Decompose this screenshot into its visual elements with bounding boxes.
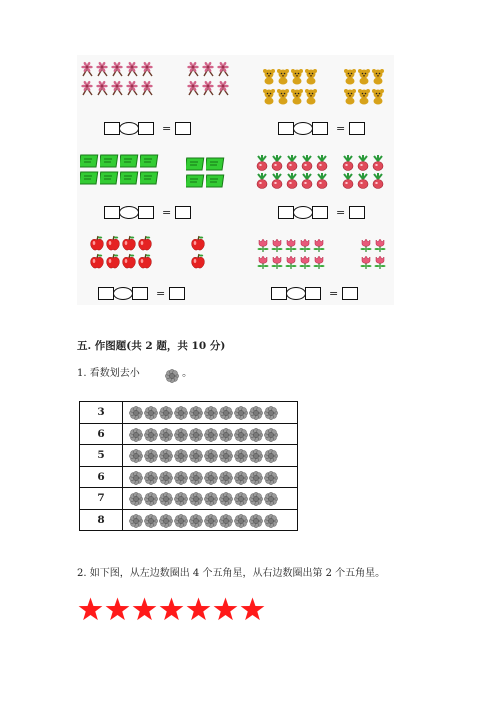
flower-icon[interactable]: [234, 449, 248, 463]
answer-box[interactable]: [312, 122, 328, 135]
bear-icon: [343, 68, 357, 85]
star-icon[interactable]: [105, 597, 130, 621]
table-row: [80, 402, 298, 424]
flower-icon[interactable]: [159, 406, 173, 420]
radish-icon: [285, 173, 300, 189]
pink-flower-icon: [186, 80, 201, 96]
green-book-icon: [100, 170, 120, 185]
pink-flower-icon: [140, 80, 155, 96]
equals-sign: =: [162, 206, 172, 219]
equals-sign: =: [336, 206, 346, 219]
answer-box[interactable]: [278, 122, 294, 135]
pink-flower-icon: [140, 61, 155, 77]
green-book-icon: [80, 153, 100, 168]
bear-icon: [262, 68, 276, 85]
operator-circle[interactable]: [293, 206, 313, 219]
flower-icon[interactable]: [174, 514, 188, 528]
star-icon[interactable]: [78, 597, 103, 621]
table-row: [80, 466, 298, 488]
table-row: [80, 445, 298, 467]
equals-sign: =: [329, 287, 339, 300]
result-box[interactable]: [169, 287, 185, 300]
result-box[interactable]: [349, 206, 365, 219]
flower-icon[interactable]: [144, 492, 158, 506]
flower-icon[interactable]: [204, 449, 218, 463]
equals-sign: =: [162, 122, 172, 135]
flower-icon[interactable]: [234, 514, 248, 528]
green-book-icon: [120, 170, 140, 185]
radishes-right: [341, 155, 386, 189]
row-number: 6: [80, 466, 123, 488]
flower-icon[interactable]: [204, 428, 218, 442]
pink-flower-icon: [110, 80, 125, 96]
bears-left: [262, 68, 318, 105]
flower-icon[interactable]: [264, 406, 278, 420]
apples-right: [190, 235, 206, 269]
pink-flower-icon: [201, 80, 216, 96]
flower-icon[interactable]: [264, 492, 278, 506]
tulips-left: [256, 237, 326, 269]
green-book-icon: [80, 170, 100, 185]
equals-sign: =: [156, 287, 166, 300]
operator-circle[interactable]: [119, 206, 139, 219]
row-number: 7: [80, 488, 123, 510]
question-2-text: 2. 如下图，从左边数圈出 4 个五角星，从右边数圈出第 2 个五角星。: [77, 568, 386, 579]
pink-flowers-left: [80, 61, 155, 96]
star-icon[interactable]: [186, 597, 211, 621]
bear-icon: [276, 88, 290, 105]
bear-icon: [290, 68, 304, 85]
flower-icon[interactable]: [264, 471, 278, 485]
flower-icon[interactable]: [249, 406, 263, 420]
bear-icon: [262, 88, 276, 105]
flower-icon[interactable]: [144, 406, 158, 420]
result-box[interactable]: [175, 206, 191, 219]
answer-box[interactable]: [104, 206, 120, 219]
flower-icon[interactable]: [189, 492, 203, 506]
flower-icon[interactable]: [189, 428, 203, 442]
result-box[interactable]: [349, 122, 365, 135]
tulip-icon: [298, 237, 312, 252]
tulip-icon: [256, 254, 270, 269]
question-1-end: 。: [182, 368, 193, 379]
question-1-text: 1. 看数划去小: [77, 368, 140, 379]
apple-icon: [137, 235, 153, 251]
pink-flower-icon: [80, 80, 95, 96]
radishes-left: [255, 155, 330, 189]
operator-circle[interactable]: [286, 287, 306, 300]
flower-icon[interactable]: [129, 428, 143, 442]
flower-icon[interactable]: [159, 449, 173, 463]
tulip-icon: [359, 237, 373, 252]
apple-icon: [190, 253, 206, 269]
tulip-icon: [312, 237, 326, 252]
answer-box[interactable]: [312, 206, 328, 219]
equals-sign: =: [336, 122, 346, 135]
green-book-icon: [120, 153, 140, 168]
star-icon[interactable]: [159, 597, 184, 621]
bear-icon: [357, 68, 371, 85]
flower-icon[interactable]: [234, 406, 248, 420]
flower-icon[interactable]: [174, 471, 188, 485]
flower-icon[interactable]: [174, 492, 188, 506]
flower-icon[interactable]: [204, 514, 218, 528]
tulip-icon: [284, 237, 298, 252]
equation-5: [98, 287, 185, 300]
pink-flower-icon: [110, 61, 125, 77]
table-row: [80, 509, 298, 531]
flower-icon[interactable]: [204, 406, 218, 420]
flower-icon[interactable]: [189, 406, 203, 420]
bear-icon: [304, 88, 318, 105]
flower-icon[interactable]: [174, 406, 188, 420]
green-book-icon: [140, 153, 160, 168]
bears-right: [343, 68, 385, 105]
radish-icon: [371, 173, 386, 189]
flower-icon[interactable]: [189, 471, 203, 485]
flower-icon[interactable]: [189, 449, 203, 463]
radish-icon: [300, 155, 315, 171]
radish-icon: [356, 155, 371, 171]
tulip-icon: [284, 254, 298, 269]
flower-icon[interactable]: [174, 428, 188, 442]
flower-icon[interactable]: [219, 428, 233, 442]
answer-box[interactable]: [138, 206, 154, 219]
flower-icon[interactable]: [144, 471, 158, 485]
radish-icon: [285, 155, 300, 171]
flower-row[interactable]: [123, 488, 298, 510]
flower-icon[interactable]: [249, 514, 263, 528]
apple-icon: [105, 235, 121, 251]
tulip-icon: [298, 254, 312, 269]
apple-icon: [89, 253, 105, 269]
flower-icon: [165, 369, 179, 383]
flower-table: [79, 401, 298, 531]
answer-box[interactable]: [138, 122, 154, 135]
flower-icon[interactable]: [264, 449, 278, 463]
radish-icon: [270, 155, 285, 171]
flower-row[interactable]: [123, 445, 298, 467]
green-book-icon: [186, 173, 206, 188]
flower-icon[interactable]: [264, 428, 278, 442]
answer-box[interactable]: [104, 122, 120, 135]
flower-icon[interactable]: [204, 471, 218, 485]
operator-circle[interactable]: [293, 122, 313, 135]
bear-icon: [276, 68, 290, 85]
green-book-icon: [140, 170, 160, 185]
bear-icon: [371, 88, 385, 105]
apple-icon: [89, 235, 105, 251]
result-box[interactable]: [342, 287, 358, 300]
flower-icon[interactable]: [129, 449, 143, 463]
answer-box[interactable]: [278, 206, 294, 219]
operator-circle[interactable]: [119, 122, 139, 135]
apple-icon: [105, 253, 121, 269]
pink-flower-icon: [186, 61, 201, 77]
green-book-icon: [206, 156, 226, 171]
pink-flower-icon: [125, 61, 140, 77]
flower-icon[interactable]: [189, 514, 203, 528]
pink-flower-icon: [216, 80, 231, 96]
bear-icon: [290, 88, 304, 105]
tulip-icon: [256, 237, 270, 252]
equation-4: [278, 206, 365, 219]
pink-flower-icon: [95, 61, 110, 77]
answer-box[interactable]: [98, 287, 114, 300]
row-number: 3: [80, 402, 123, 424]
answer-box[interactable]: [132, 287, 148, 300]
flower-icon[interactable]: [144, 428, 158, 442]
question-1: [77, 364, 192, 381]
tulip-icon: [270, 254, 284, 269]
equation-1: [104, 122, 191, 135]
flower-icon[interactable]: [219, 514, 233, 528]
section-title: 五. 作图题(共 2 题，共 10 分): [77, 340, 226, 352]
flower-icon[interactable]: [219, 492, 233, 506]
flower-row[interactable]: [123, 423, 298, 445]
star-row: [78, 597, 267, 621]
bear-icon: [304, 68, 318, 85]
flower-icon[interactable]: [204, 492, 218, 506]
flower-icon[interactable]: [144, 449, 158, 463]
tulip-icon: [312, 254, 326, 269]
star-icon[interactable]: [240, 597, 265, 621]
apple-icon: [137, 253, 153, 269]
radish-icon: [371, 155, 386, 171]
flower-icon[interactable]: [219, 449, 233, 463]
equation-3: [104, 206, 191, 219]
flower-icon[interactable]: [249, 471, 263, 485]
flower-icon[interactable]: [219, 471, 233, 485]
flower-icon[interactable]: [234, 428, 248, 442]
green-book-icon: [186, 156, 206, 171]
radish-icon: [300, 173, 315, 189]
row-number: 5: [80, 445, 123, 467]
flower-icon[interactable]: [129, 492, 143, 506]
flower-icon: [143, 369, 179, 383]
radish-icon: [356, 173, 371, 189]
apples-left: [89, 235, 153, 269]
green-book-icon: [100, 153, 120, 168]
pink-flower-icon: [125, 80, 140, 96]
apple-icon: [190, 235, 206, 251]
bear-icon: [371, 68, 385, 85]
flower-row[interactable]: [123, 402, 298, 424]
equation-2: [278, 122, 365, 135]
pink-flower-icon: [95, 80, 110, 96]
star-icon[interactable]: [132, 597, 157, 621]
radish-icon: [315, 173, 330, 189]
answer-box[interactable]: [271, 287, 287, 300]
star-icon[interactable]: [213, 597, 238, 621]
green-books-left: [80, 153, 160, 185]
flower-icon[interactable]: [129, 406, 143, 420]
tulip-icon: [359, 254, 373, 269]
apple-icon: [121, 235, 137, 251]
radish-icon: [341, 173, 356, 189]
bear-icon: [343, 88, 357, 105]
radish-icon: [341, 155, 356, 171]
flower-icon[interactable]: [249, 449, 263, 463]
answer-box[interactable]: [305, 287, 321, 300]
tulips-right: [359, 237, 387, 269]
radish-icon: [270, 173, 285, 189]
flower-icon[interactable]: [144, 514, 158, 528]
flower-icon[interactable]: [249, 428, 263, 442]
pink-flower-icon: [80, 61, 95, 77]
flower-icon[interactable]: [129, 514, 143, 528]
flower-icon[interactable]: [159, 492, 173, 506]
tulip-icon: [373, 237, 387, 252]
tulip-icon: [270, 237, 284, 252]
flower-icon[interactable]: [219, 406, 233, 420]
flower-icon[interactable]: [159, 428, 173, 442]
radish-icon: [255, 173, 270, 189]
flower-icon[interactable]: [234, 471, 248, 485]
flower-icon[interactable]: [249, 492, 263, 506]
row-number: 6: [80, 423, 123, 445]
flower-icon[interactable]: [174, 449, 188, 463]
apple-icon: [121, 253, 137, 269]
flower-row[interactable]: [123, 466, 298, 488]
pink-flower-icon: [201, 61, 216, 77]
flower-row[interactable]: [123, 509, 298, 531]
flower-icon[interactable]: [159, 471, 173, 485]
bear-icon: [357, 88, 371, 105]
operator-circle[interactable]: [113, 287, 133, 300]
tulip-icon: [373, 254, 387, 269]
flower-icon[interactable]: [159, 514, 173, 528]
flower-icon[interactable]: [129, 471, 143, 485]
table-row: [80, 488, 298, 510]
flower-icon[interactable]: [234, 492, 248, 506]
pink-flower-icon: [216, 61, 231, 77]
green-book-icon: [206, 173, 226, 188]
row-number: 8: [80, 509, 123, 531]
table-row: [80, 423, 298, 445]
green-books-right: [186, 156, 226, 188]
radish-icon: [315, 155, 330, 171]
result-box[interactable]: [175, 122, 191, 135]
radish-icon: [255, 155, 270, 171]
flower-icon[interactable]: [264, 514, 278, 528]
pink-flowers-right: [186, 61, 231, 96]
equation-6: [271, 287, 358, 300]
